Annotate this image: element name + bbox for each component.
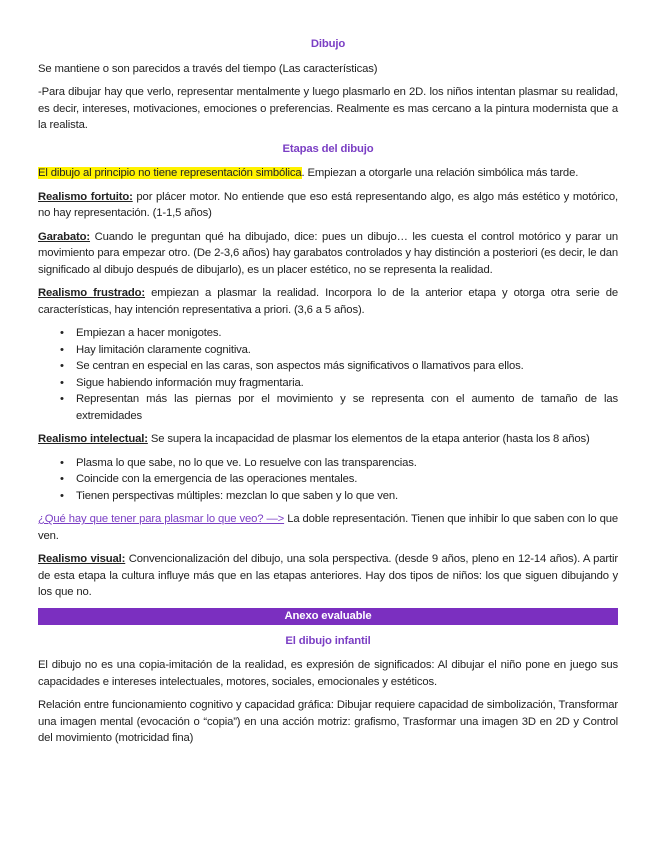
realismo-fortuito-text: por plácer motor. No entiende que eso está representando algo, es algo más estético y motórico, no hay representación. (1-1,5 años) [38,190,619,219]
realismo-visual-text: Convencionalización del dibujo, una sola perspectiva. (desde 9 años, pleno en 12-14 años). A partir de esta etapa la cultura influye más que en las etapas anteriores. Hay dos tipos de niños: los que siguen dibujando y los que no. [38,553,618,598]
anexo-evaluable-banner: Anexo evaluable [38,608,618,625]
realismo-intelectual-list [38,455,618,505]
list-item: • Empiezan a hacer monigotes. [76,325,618,342]
question-paragraph [38,511,618,544]
question-answer: La doble representación. Tienen que inhibir lo que saben con lo que ven. [38,513,618,542]
list-item: • Sigue habiendo información muy fragmentaria. [76,375,618,392]
intro-paragraph-2: -Para dibujar hay que verlo, representar mentalmente y luego plasmarlo en 2D. los niños intentan plasmar su realidad, es decir, intereses, motivaciones, emociones o preferencias. Realmente es mas cercano a la pintura modernista que a la realista. [38,86,618,131]
intro-paragraph-1: Se mantiene o son parecidos a través del tiempo (Las características) [38,62,378,75]
anexo-paragraph-1: El dibujo no es una copia-imitación de la realidad, es expresión de significados: Al dibujar el niño pone en juego sus capacidades e intereses intelectuales, motores, sociales, emocionales y estéticos. [38,659,618,688]
title-etapas: Etapas del dibujo [282,142,374,155]
question-link[interactable]: ¿Qué hay que tener para plasmar lo que veo? —> [38,513,285,525]
document-page [38,36,618,754]
garabato-paragraph [38,229,618,279]
realismo-frustrado-text: empiezan a plasmar la realidad. Incorpora lo de la anterior etapa y otorga otra serie de características, hay intención representativa a priori. (3,6 a 5 años). [38,287,618,316]
list-item: • Plasma lo que sabe, no lo que ve. Lo resuelve con las transparencias. [76,455,618,472]
list-item: • Tienen perspectivas múltiples: mezclan lo que saben y lo que ven. [76,488,618,505]
list-item: • Se centran en especial en las caras, son aspectos más significativos o llamativos para ellos. [76,358,618,375]
highlight-paragraph [38,165,618,182]
list-item: • Coincide con la emergencia de las operaciones mentales. [76,471,618,488]
realismo-visual-label: Realismo visual: [38,553,126,565]
garabato-text: Cuando le preguntan qué ha dibujado, dice: pues un dibujo… les cuesta el control motórico y parar un movimiento para empezar otro. (De 2-3,6 años) hay garabatos controlados y hay distinción a posteriori (es decir, le dan significado al dibujo después de dibujarlo), es un placer estético, no se representa la realidad. [38,230,618,276]
list-item: • Representan más las piernas por el movimiento y se representa con el aumento de tamaño de las extremidades [76,391,618,424]
title-dibujo: Dibujo [310,38,346,50]
title-dibujo-infantil: El dibujo infantil [285,634,371,647]
realismo-frustrado-label: Realismo frustrado: [38,287,145,299]
realismo-intelectual-text: Se supera la incapacidad de plasmar los elementos de la etapa anterior (hasta los 8 años) [147,433,590,445]
realismo-visual-paragraph [38,551,618,601]
realismo-fortuito-paragraph [38,189,618,222]
realismo-intelectual-label: Realismo intelectual: [38,433,148,445]
highlight-paragraph-rest: . Empiezan a otorgarle una relación simbólica más tarde. [301,167,579,179]
realismo-fortuito-label: Realismo fortuito: [38,190,133,203]
realismo-intelectual-paragraph [38,431,618,448]
anexo-paragraph-2: Relación entre funcionamiento cognitivo y capacidad gráfica: Dibujar requiere capacidad de simbolización, Transformar una imagen mental (evocación o “copia”) en una acción motriz: grafismo, Trasformar una imagen 3D en 2D y Control del movimiento (motricidad fina) [38,699,618,744]
garabato-label: Garabato: [38,230,91,243]
list-item: • Hay limitación claramente cognitiva. [76,342,618,359]
realismo-frustrado-paragraph [38,285,618,318]
realismo-frustrado-list [38,325,618,424]
highlighted-text: El dibujo al principio no tiene representación simbólica [38,167,302,179]
